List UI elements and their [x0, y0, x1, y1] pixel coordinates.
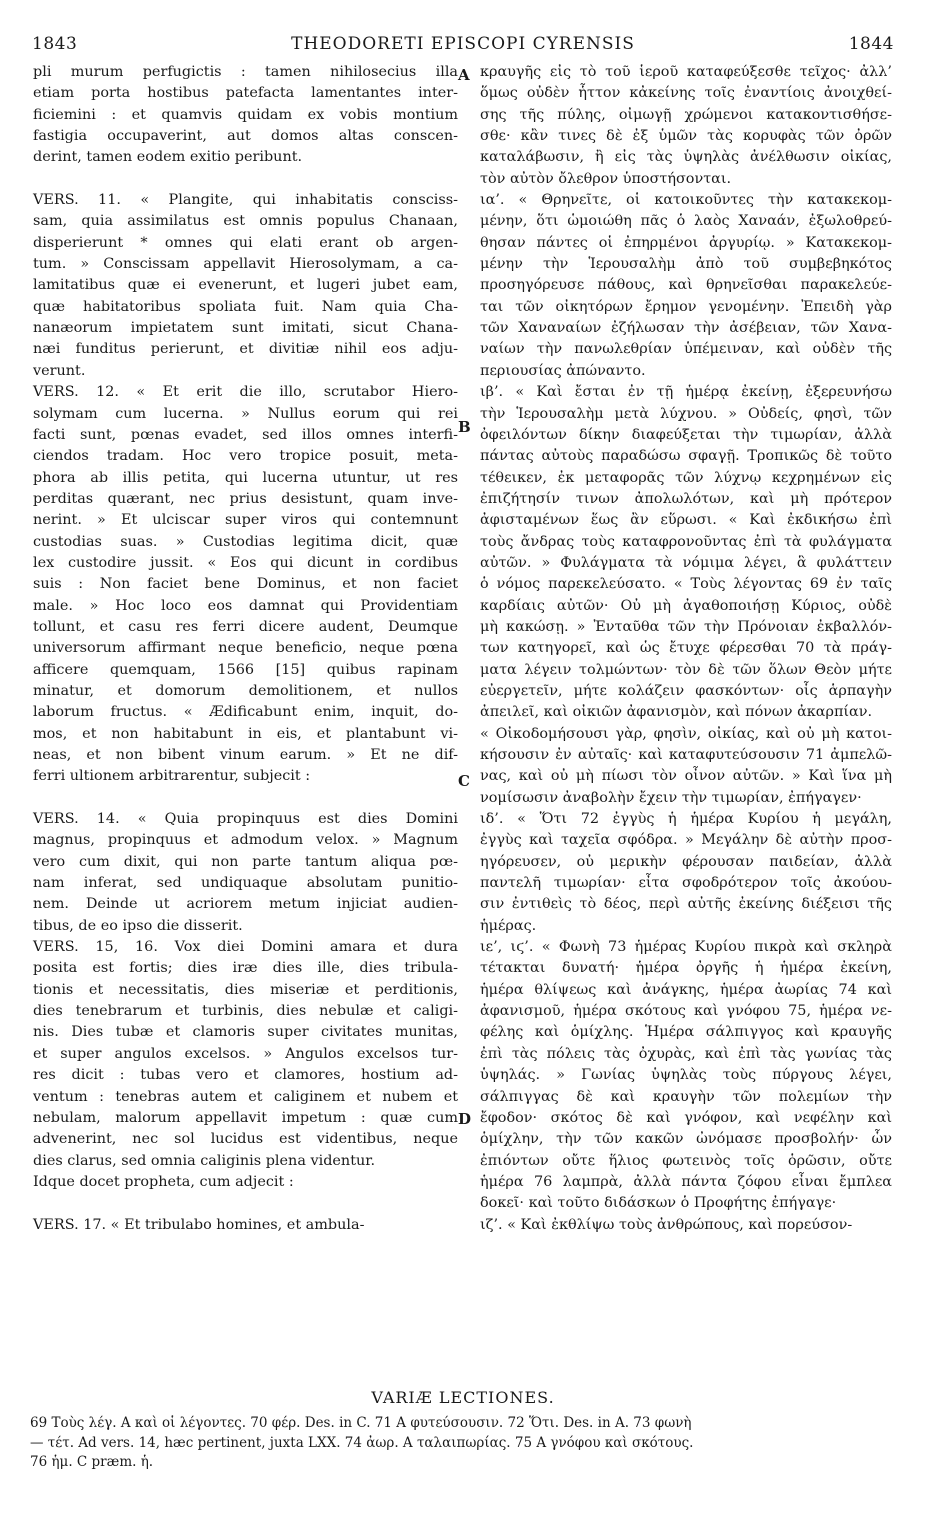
latin-column	[33, 62, 458, 1236]
latin-text-spacer	[33, 788, 458, 809]
greek-text-line: ὁ νόμος παρεκελεύσατο. « Τοὺς λέγοντας 69 ἐν ταῖς	[480, 576, 892, 593]
page-number-left: 1843	[32, 34, 78, 54]
greek-text-line: ἡμέρα θλίψεως καὶ ἀνάγκης, ἡμέρα ἀωρίας 74 καὶ	[480, 981, 892, 998]
greek-text-line: ἀπειλεῖ, καὶ οἰκιῶν ἀφανισμὸν, καὶ πόνων ἀκαρπίαν.	[480, 704, 873, 721]
greek-text-line: τέθεικεν, ἐκ μεταφορᾶς τῶν λύχνῳ κεχρημένων εἰς	[480, 469, 892, 486]
greek-text-line: των κατηγορεῖ, καὶ ὡς ἔτυχε φέρεσθαι 70 τὰ πράγ-	[480, 640, 892, 657]
greek-text-line: φέλης καὶ ὁμίχλης. Ἡμέρα σάλπιγγος καὶ κραυγῆς	[480, 1024, 892, 1041]
latin-text-line: solymam cum lucerna. » Nullus eorum qui rei	[33, 405, 458, 422]
greek-text-line: τὸν αὐτὸν ὄλεθρον ὑποστήσονται.	[480, 170, 732, 187]
latin-text-line: VERS. 14. « Quia propinquus est dies Domini	[33, 811, 458, 828]
greek-text-line: σθε· κἂν τινες δὲ ἐξ ὑμῶν τὰς κορυφὰς τῶν ὀρῶν	[480, 128, 892, 145]
latin-text-line: VERS. 15, 16. Vox diei Domini amara et dura	[33, 939, 458, 956]
greek-text-line: ἔφοδον· σκότος δὲ καὶ γνόφον, καὶ νεφέλην καὶ	[480, 1109, 892, 1126]
latin-text-line: minatur, et domorum demolitionem, et nullos	[33, 682, 458, 699]
latin-text-line: tionis et necessitatis, dies miseriæ et perditionis,	[33, 981, 458, 998]
latin-text-line: nanæorum impietatem sunt imitati, sicut Chana-	[33, 320, 458, 337]
greek-text-line: ιβ’. « Καὶ ἔσται ἐν τῇ ἡμέρᾳ ἐκείνῃ, ἐξερευνήσω	[480, 384, 892, 401]
latin-text-line: næi funditus perierunt, et divitiæ nihil eos adju-	[33, 341, 458, 358]
greek-text-line: ηγόρευσεν, οὐ μερικὴν φέρουσαν παιδείαν, ἀλλὰ	[480, 853, 892, 870]
latin-text-spacer	[33, 169, 458, 190]
greek-text-line: κραυγῆς εἰς τὸ τοῦ ἱεροῦ καταφεύξεσθε τεῖχος· ἀλλ’	[480, 64, 892, 80]
latin-text-line: magnus, propinquus et admodum velox. » Magnum	[33, 832, 458, 849]
greek-text-line: σάλπιγγας δὲ καὶ κραυγὴν τῶν πολεμίων τὴν	[480, 1088, 892, 1105]
greek-text-line: ναίων τὴν πανωλεθρίαν ὑπέμειναν, καὶ οὐδὲν τῆς	[480, 341, 892, 358]
latin-text-line: perditas quærant, nec prius desistunt, quam inve-	[33, 490, 458, 507]
latin-text-line: neas, et non bibent vinum earum. » Et ne dif-	[33, 747, 458, 763]
margin-letter-c: C	[458, 772, 470, 790]
latin-text-line: advenerint, nec sol lucidus est videntibus, neque	[33, 1131, 458, 1148]
latin-text-line: derint, tamen eodem exitio peribunt.	[33, 149, 303, 166]
greek-text-line: ἀφανισμοῦ, ἡμέρα σκότους καὶ γνόφου 75, ἡμέρα νε-	[480, 1003, 892, 1020]
greek-text-line: ται τῶν οἰκητόρων ἔρημον γενομένην. Ἐπειδὴ γὰρ	[480, 298, 892, 315]
latin-text-line: etiam porta hostibus patefacta lamentantes inter-	[33, 85, 458, 102]
greek-text-line: πάντας αὐτοὺς παραδώσω σφαγῇ. Τροπικῶς δὲ τοῦτο	[480, 448, 892, 465]
variant-reading-line: 76 ἡμ. C præm. ἡ.	[30, 1454, 154, 1470]
latin-text-line: verunt.	[33, 362, 86, 379]
latin-text-line: ferri ultionem arbitrarentur, subjecit :	[33, 768, 311, 785]
latin-text-line: disperierunt * omnes qui elati erant ob argen-	[33, 234, 458, 251]
latin-text-line: ficiemini : et quamvis quidam ex vobis montium	[33, 106, 458, 123]
greek-text-line: προσηγόρευσε πάθους, καὶ θρηνεῖσθαι παρακελεύε-	[480, 277, 892, 294]
greek-text-line: νομίσωσιν ἀναβολὴν ἔχειν τὴν τιμωρίαν, ἐπήγαγεν·	[480, 789, 862, 806]
greek-text-line: ματα λέγειν τολμώντων· τὸν δὲ τῶν ὅλων Θεὸν μήτε	[480, 661, 892, 678]
latin-text-line: vero cum dixit, qui non parte tantum aliqua pœ-	[33, 853, 458, 870]
latin-text-line: tollunt, et casu res ferri dicere audent, Deumque	[33, 618, 458, 635]
latin-text-line: res dicit : tubas vero et clamores, hostium ad-	[33, 1067, 458, 1084]
greek-text-line: ὁμίχλην, τὴν τῶν κακῶν ὠνόμασε προσβολήν· ὧν	[480, 1131, 892, 1148]
greek-text-line: σης τῆς πύλης, οἰμωγῇ χρώμενοι κατακοντισθήσε-	[480, 106, 892, 123]
greek-text-line: σιν ἐντιθεὶς τὸ δέος, περὶ αὐτῆς ἐκείνης διέξεισι τῆς	[480, 896, 892, 913]
margin-letter-a: A	[458, 66, 470, 84]
greek-text-line: τοὺς ἄνδρας τοὺς καταφρονοῦντας ἐπὶ τὰ φυλάγματα	[480, 533, 892, 550]
greek-text-line: ὀφειλόντων δίκην διαφεύξεται τὴν τιμωρίαν, ἀλλὰ	[480, 426, 892, 443]
latin-text-line: quæ habitatoribus spoliata fuit. Nam quia Cha-	[33, 298, 458, 315]
latin-text-line: laborum fructus. « Ædificabunt enim, inquit, do-	[33, 704, 458, 721]
greek-text-line: τῶν Χαναναίων ἐζήλωσαν τὴν ἀσέβειαν, τῶν Χανα-	[480, 320, 892, 337]
greek-text-line: καταλάβωσιν, ἢ εἰς τὰς ὑψηλὰς ἀνέλθωσιν οἰκίας,	[480, 149, 892, 166]
greek-text-line: τὴν Ἱερουσαλὴμ μετὰ λύχνου. » Οὐδείς, φησὶ, τῶν	[480, 405, 892, 422]
latin-text-line: universorum affirmant neque beneficio, neque pœna	[33, 640, 458, 657]
greek-text-line: αὐτῶν. » Φυλάγματα τὰ νόμιμα λέγει, ἃ φυλάττειν	[480, 554, 892, 571]
latin-text-line: lamitatibus quæ ei evenerunt, et lugeri jubet eam,	[33, 277, 458, 294]
latin-text-line: nerint. » Et ulciscar super viros qui contemnunt	[33, 512, 458, 529]
latin-text-spacer	[33, 1193, 458, 1214]
greek-column	[480, 62, 892, 1236]
running-title: THEODORETI EPISCOPI CYRENSIS	[291, 34, 635, 54]
latin-text-line: male. » Hoc loco eos damnat qui Providentiam	[33, 597, 458, 614]
greek-text-line: ἐπιζήτησίν τινων ἀπολωλότων, καὶ μὴ πρότερον	[480, 490, 892, 507]
latin-text-line: facti sunt, pœnas evadet, sed illos omnes interfi-	[33, 426, 458, 443]
greek-text-line: παντελῆ τιμωρίαν· εἶτα σφοδρότερον τοῖς ἀκούου-	[480, 875, 892, 892]
greek-text-line: εὐεργετεῖν, μήτε κολάζειν φασκόντων· οἷς ἁρπαγὴν	[480, 682, 892, 699]
latin-text-line: nem. Deinde ut acriorem metum injiciat audien-	[33, 896, 458, 913]
greek-text-line: θησαν πάντες οἱ ἐπηρμένοι ἀργυρίῳ. » Κατακεκομ-	[480, 234, 892, 251]
greek-text-line: ιε’, ιϛ’. « Φωνὴ 73 ἡμέρας Κυρίου πικρὰ καὶ σκληρὰ	[480, 939, 892, 956]
latin-text-line: fastigia occupaverint, aut domos altas conscen-	[33, 128, 458, 145]
greek-text-line: ιζ’. « Καὶ ἐκθλίψω τοὺς ἀνθρώπους, καὶ πορεύσον-	[480, 1216, 853, 1233]
running-header	[32, 34, 894, 60]
latin-text-line: mos, et non habitabunt in eis, et plantabunt vi-	[33, 725, 458, 742]
latin-text-line: nis. Dies tubæ et clamoris super civitates munitas,	[33, 1024, 458, 1041]
greek-text-line: ὅμως οὐδὲν ἧττον κἀκείνης τοῖς ἐναντίοις ἀνοιχθεί-	[480, 85, 892, 102]
variant-reading-line: — τέτ. Ad vers. 14, hæc pertinent, juxta LXX. 74 ἀωρ. A ταλαιπωρίας. 75 A γνόφου καὶ σκότους.	[30, 1434, 694, 1451]
latin-text-line: VERS. 12. « Et erit die illo, scrutabor Hiero-	[33, 384, 458, 401]
latin-text-line: sam, quia assimilatus est omnis populus Chanaan,	[33, 213, 458, 230]
latin-text-line: ventum : tenebras autem et caliginem et nubem et	[33, 1088, 458, 1105]
margin-letter-d: D	[458, 1110, 472, 1128]
latin-text-line: VERS. 17. « Et tribulabo homines, et ambula-	[33, 1216, 365, 1233]
greek-text-line: ια’. « Θρηνεῖτε, οἱ κατοικοῦντες τὴν κατακεκομ-	[480, 192, 892, 209]
greek-text-line: τέτακται δυνατή· ἡμέρα ὀργῆς ἡ ἡμέρα ἐκείνη,	[480, 960, 892, 977]
latin-text-line: posita est fortis; dies iræ dies ille, dies tribula-	[33, 960, 458, 977]
greek-text-line: ἐπὶ τὰς πόλεις τὰς ὀχυρὰς, καὶ ἐπὶ τὰς γωνίας τὰς	[480, 1045, 892, 1062]
greek-text-line: νας, καὶ οὐ μὴ πίωσι τὸν οἶνον αὐτῶν. » Καὶ ἵνα μὴ	[480, 768, 892, 785]
latin-text-line: VERS. 11. « Plangite, qui inhabitatis consciss-	[33, 192, 458, 209]
latin-text-line: dies tenebrarum et turbinis, dies nebulæ et caligi-	[33, 1003, 458, 1020]
greek-text-line: ιδ’. « Ὅτι 72 ἐγγὺς ἡ ἡμέρα Κυρίου ἡ μεγάλη,	[480, 811, 892, 828]
latin-text-line: custodias suas. » Custodias legitima dicit, quæ	[33, 533, 458, 550]
latin-text-line: nebulam, malorum appellavit impetum : quæ cum	[33, 1109, 458, 1126]
greek-text-line: περιουσίας ἀπώναντο.	[480, 362, 646, 379]
greek-text-line: καρδίαις αὐτῶν· Οὐ μὴ ἀγαθοποιήσῃ Κύριος, οὐδὲ	[480, 597, 892, 614]
greek-text-line: δοκεῖ· καὶ τοῦτο διδάσκων ὁ Προφήτης ἐπήγαγε·	[480, 1195, 837, 1212]
latin-text-line: tum. » Conscissam appellavit Hierosolymam, a ca-	[33, 256, 458, 273]
greek-text-line: « Οἰκοδομήσουσι γὰρ, φησὶν, οἰκίας, καὶ οὐ μὴ κατοι-	[480, 725, 892, 742]
latin-text-line: nam inferat, sed undiquaque absolutam punitio-	[33, 875, 458, 892]
latin-text-line: afficere quemquam, 1566 [15] quibus rapinam	[33, 661, 458, 678]
latin-text-line: Idque docet propheta, cum adjecit :	[33, 1173, 294, 1190]
latin-text-line: phora ab illis petita, qui lucerna utuntur, ut res	[33, 469, 458, 486]
variae-lectiones-title: VARIÆ LECTIONES.	[371, 1388, 555, 1407]
greek-text-line: ὑψηλάς. » Γωνίας ὑψηλὰς τοὺς πύργους λέγει,	[480, 1067, 892, 1084]
latin-text-line: et super angulos excelsos. » Angulos excelsos tur-	[33, 1045, 458, 1062]
greek-text-line: ἡμέρας.	[480, 917, 537, 934]
variae-lectiones-notes	[30, 1414, 896, 1473]
variant-reading-line: 69 Τοὺς λέγ. A καὶ οἱ λέγοντες. 70 φέρ. Des. in C. 71 A φυτεύσουσιν. 72 Ὅτι. Des. in A. 73 φωνὴ	[30, 1415, 692, 1431]
greek-text-line: μένην, ὅτι ὡμοιώθη πᾶς ὁ λαὸς Χαναάν, ἐξωλοθρεύ-	[480, 213, 892, 230]
greek-text-line: ἐπιόντων οὔτε ἥλιος φωτεινὸς τοῖς ὁρῶσιν, οὔτε	[480, 1152, 892, 1169]
page-number-right: 1844	[848, 34, 894, 54]
latin-text-line: dies clarus, sed omnia caliginis plena videntur.	[33, 1152, 376, 1169]
latin-text-line: lex custodire jussit. « Eos qui dicunt in cordibus	[33, 554, 458, 571]
greek-text-line: ἡμέρα 76 λαμπρὰ, ἀλλὰ πάντα ζόφου εἶναι ἔμπλεα	[480, 1173, 892, 1190]
greek-text-line: μὴ κακώσῃ. » Ἐνταῦθα τῶν τὴν Πρόνοιαν ἐκβαλλόν-	[480, 618, 892, 635]
greek-text-line: ἐγγὺς καὶ ταχεῖα σφόδρα. » Μεγάλην δὲ αὐτὴν προσ-	[480, 832, 892, 849]
greek-text-line: κήσουσιν ἐν αὐταῖς· καὶ καταφυτεύσουσιν 71 ἀμπελῶ-	[480, 747, 892, 763]
latin-text-line: suis : Non faciet bene Dominus, et non faciet	[33, 576, 458, 593]
latin-text-line: ciendos tradam. Hoc vero tropice posuit, meta-	[33, 448, 458, 465]
greek-text-line: μένην τὴν Ἱερουσαλὴμ ἀπὸ τοῦ συμβεβηκότος	[480, 256, 892, 273]
greek-text-line: ἀφισταμένων ἕως ἂν εὕρωσι. « Καὶ ἐκδικήσω ἐπὶ	[480, 512, 892, 529]
latin-text-line: tibus, de eo ipso die disserit.	[33, 917, 243, 934]
margin-letter-b: B	[458, 418, 471, 436]
latin-text-line: pli murum perfugictis : tamen nihilosecius illa	[33, 64, 458, 80]
